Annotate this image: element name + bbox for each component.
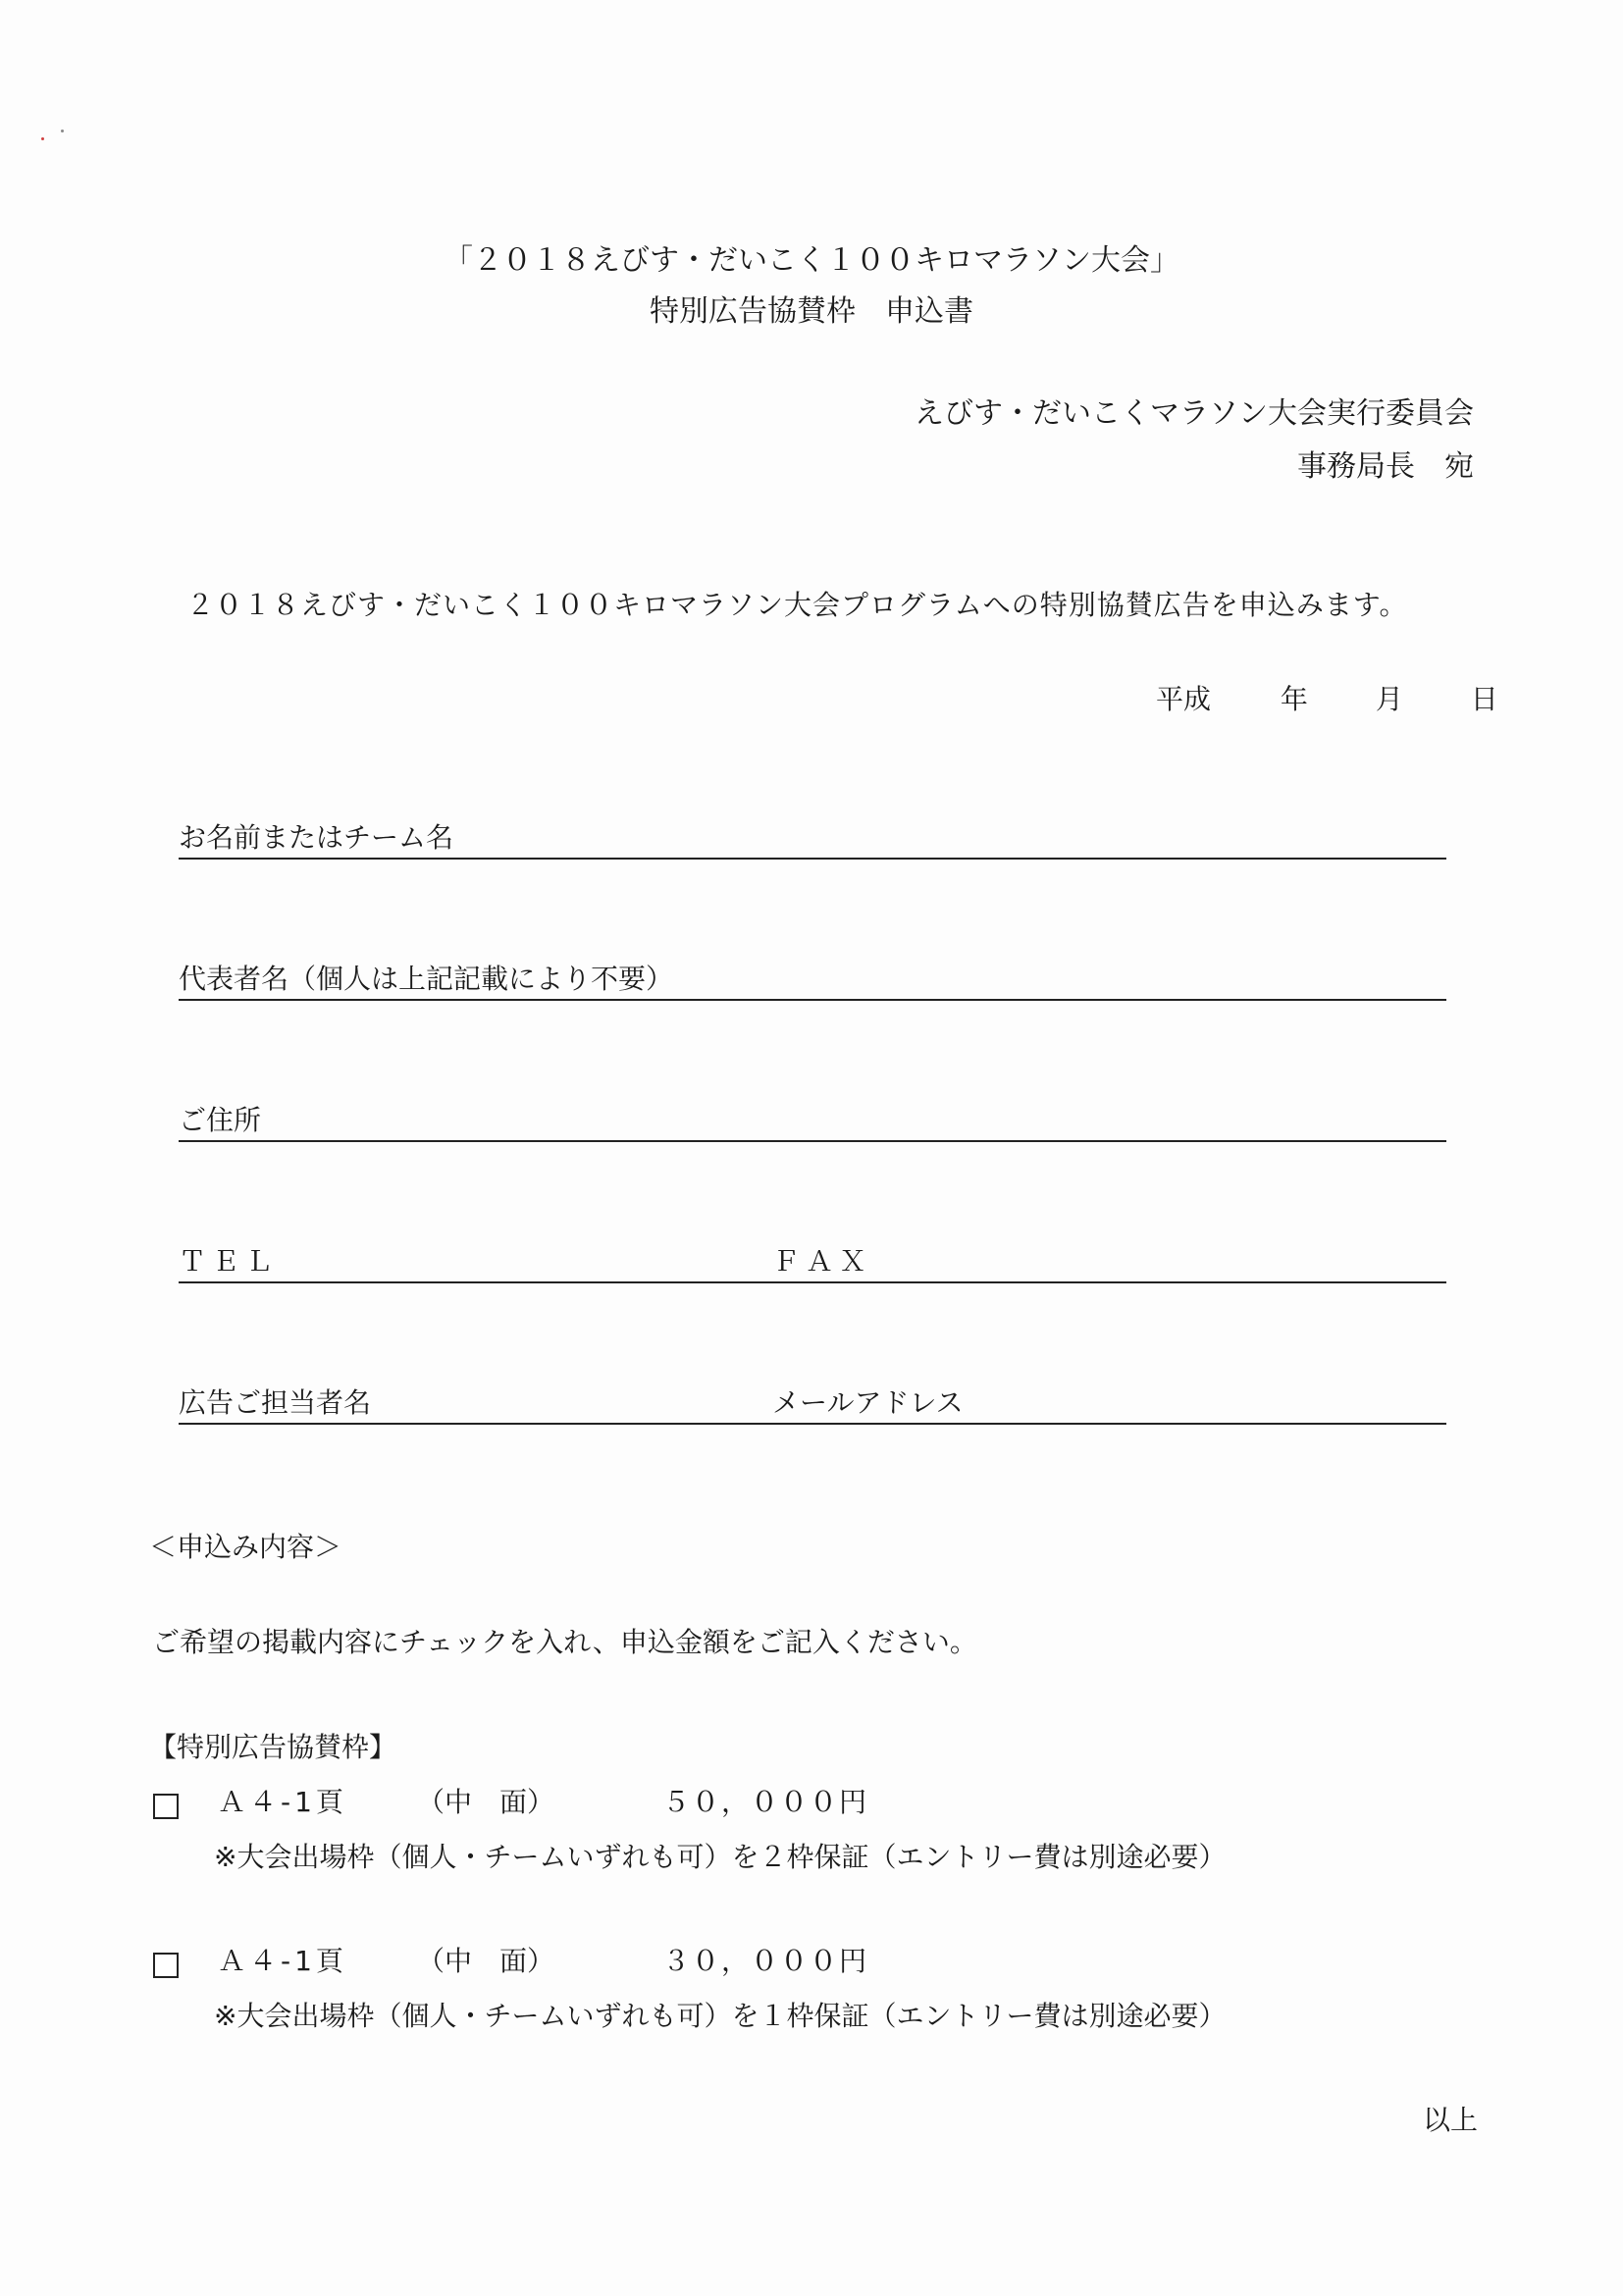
option-size: Ａ４-1頁: [218, 1945, 347, 1977]
date-month: 月: [1375, 683, 1403, 715]
representative-field[interactable]: [179, 956, 1446, 1001]
title-line-2: 特別広告協賛枠 申込書: [650, 294, 973, 329]
tel-fax-field[interactable]: [179, 1238, 1446, 1283]
option-size: Ａ４-1頁: [218, 1786, 347, 1818]
closing-text: 以上: [1422, 2104, 1478, 2136]
checkbox-icon[interactable]: [153, 1953, 179, 1978]
contact-email-field[interactable]: [179, 1380, 1446, 1425]
section-heading: ＜申込み内容＞: [149, 1531, 342, 1563]
option-position: （中 面）: [417, 1945, 555, 1977]
document-title: [0, 241, 1623, 281]
tel-field-label: ＴＥＬ: [179, 1245, 280, 1278]
document-subtitle: [0, 292, 1623, 332]
application-statement: ２０１８えびす・だいこく１００キロマラソン大会プログラムへの特別協賛広告を申込みます。: [186, 589, 1408, 621]
representative-field-label: 代表者名（個人は上記記載により不要）: [179, 963, 674, 995]
option-position: （中 面）: [417, 1786, 555, 1818]
option-checkbox[interactable]: [153, 1794, 179, 1823]
scan-speck: [61, 130, 64, 132]
scan-speck: [41, 137, 44, 140]
contact-field-label: 広告ご担当者名: [179, 1386, 372, 1419]
recipient-person: 事務局長 宛: [1297, 449, 1474, 484]
checkbox-icon[interactable]: [153, 1794, 179, 1819]
date-era: 平成: [1156, 683, 1212, 715]
date-line: [1156, 681, 1498, 718]
option-note: ※大会出場枠（個人・チームいずれも可）を２枠保証（エントリー費は別途必要）: [214, 1841, 1227, 1873]
address-field[interactable]: [179, 1097, 1446, 1142]
option-price: ５０，０００円: [662, 1786, 869, 1818]
instruction-text: ご希望の掲載内容にチェックを入れ、申込金額をご記入ください。: [152, 1626, 977, 1658]
option-note: ※大会出場枠（個人・チームいずれも可）を１枠保証（エントリー費は別途必要）: [214, 2000, 1227, 2032]
option-price: ３０，０００円: [662, 1945, 869, 1977]
recipient-org: えびす・だいこくマラソン大会実行委員会: [915, 396, 1474, 431]
email-field-label: メールアドレス: [772, 1386, 964, 1419]
title-line-1: 「２０１８えびす・だいこく１００キロマラソン大会」: [444, 243, 1179, 278]
date-year: 年: [1280, 683, 1308, 715]
fax-field-label: ＦＡＸ: [772, 1245, 873, 1278]
option-checkbox[interactable]: [153, 1953, 179, 1982]
category-heading: 【特別広告協賛枠】: [149, 1731, 397, 1763]
name-field[interactable]: [179, 814, 1446, 860]
name-field-label: お名前またはチーム名: [179, 821, 454, 854]
date-day: 日: [1470, 683, 1498, 715]
address-field-label: ご住所: [179, 1104, 262, 1136]
